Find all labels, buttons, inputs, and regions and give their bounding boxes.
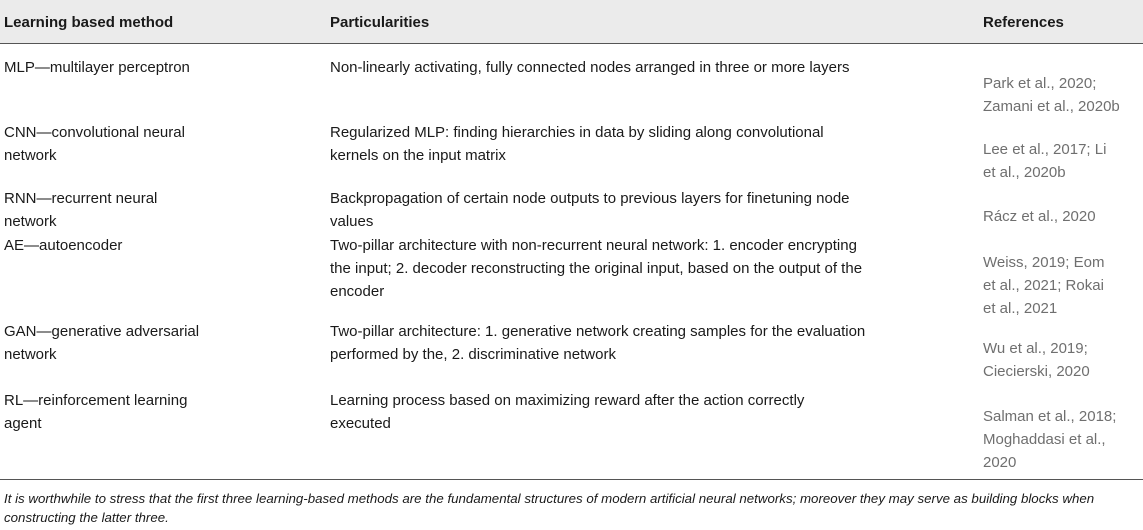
particularities-cell: Backpropagation of certain node outputs to previous layers for finetuning node values (330, 190, 850, 230)
method-cell: AE—autoencoder (4, 237, 123, 254)
particularities-cell: Two-pillar architecture: 1. generative network creating samples for the evaluation performed by the, 2. discriminative network (330, 323, 866, 363)
method-cell: GAN—generative adversarial network (4, 323, 200, 363)
header-particularities: Particularities (330, 14, 430, 31)
header-divider (0, 43, 1143, 44)
particularities-cell: Regularized MLP: finding hierarchies in data by sliding along convolutional kernels on the input matrix (330, 124, 824, 164)
method-cell: MLP—multilayer perceptron (4, 59, 190, 76)
references-cell: Salman et al., 2018; Moghaddasi et al., 2020 (983, 408, 1117, 471)
references-cell: Wu et al., 2019; Ciecierski, 2020 (983, 340, 1090, 380)
method-cell: CNN—convolutional neural network (4, 124, 185, 164)
references-cell: Weiss, 2019; Eom et al., 2021; Rokai et al., 2021 (983, 254, 1105, 317)
particularities-cell: Non-linearly activating, fully connected nodes arranged in three or more layers (330, 59, 850, 76)
method-cell: RNN—recurrent neural network (4, 190, 158, 230)
method-cell: RL—reinforcement learning agent (4, 392, 188, 432)
table-footnote: It is worthwhile to stress that the first three learning-based methods are the fundamental structures of modern artificial neural networks; moreover they may serve as building blocks when constructing the latter three. (4, 491, 1095, 525)
particularities-cell: Learning process based on maximizing reward after the action correctly executed (330, 392, 805, 432)
references-cell: Rácz et al., 2020 (983, 208, 1096, 225)
table-bottom-rule (0, 479, 1143, 480)
header-references: References (983, 14, 1064, 31)
references-cell: Lee et al., 2017; Li et al., 2020b (983, 141, 1107, 181)
particularities-cell: Two-pillar architecture with non-recurrent neural network: 1. encoder encrypting the input; 2. decoder reconstructing the original input, based on the output of the encoder (330, 237, 863, 300)
header-method: Learning based method (4, 14, 174, 31)
table-header (0, 0, 1143, 43)
references-cell: Park et al., 2020; Zamani et al., 2020b (983, 75, 1120, 115)
